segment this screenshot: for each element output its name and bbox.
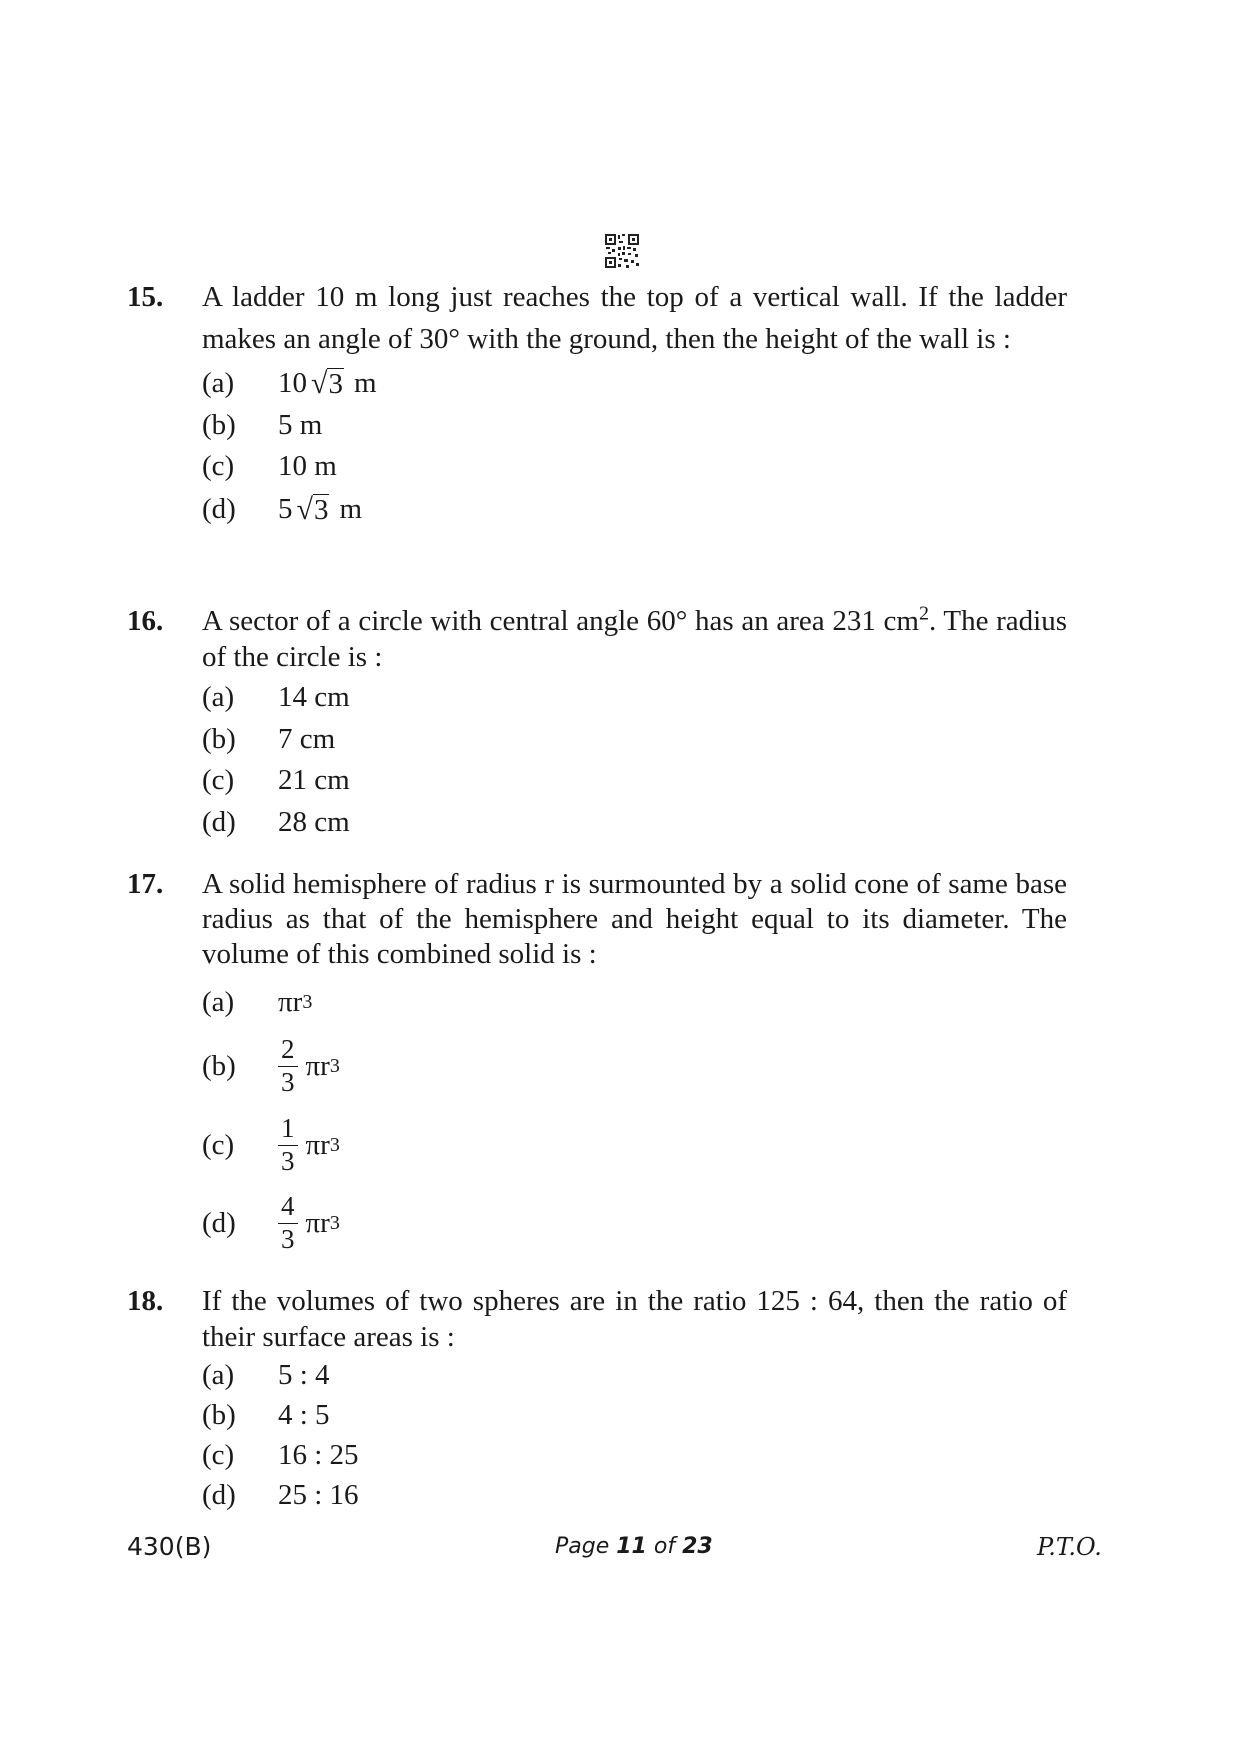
option-label: (b) bbox=[202, 409, 236, 441]
question-17 bbox=[127, 867, 1067, 1262]
numerator: 2 bbox=[278, 1035, 298, 1067]
expression: πr bbox=[305, 1128, 330, 1161]
option-value: 4 : 5 bbox=[278, 1398, 330, 1431]
question-18 bbox=[127, 1283, 1067, 1515]
question-text-main: A sector of a circle with central angle 60° has an area 231 cm bbox=[202, 605, 919, 637]
option-label: (c) bbox=[202, 764, 235, 796]
option-a bbox=[202, 362, 1067, 405]
option-b bbox=[202, 718, 1067, 760]
option-d bbox=[202, 1475, 1067, 1515]
option-d bbox=[202, 801, 1067, 843]
option-value: $\frac{1}{3}$ πr 3 bbox=[278, 1114, 340, 1176]
option-d bbox=[202, 487, 1067, 532]
option-value: $\frac{2}{3}$ πr 3 bbox=[278, 1035, 340, 1097]
question-text bbox=[202, 603, 1067, 675]
page-of: of bbox=[646, 1534, 683, 1559]
page-total: 23 bbox=[682, 1534, 713, 1559]
square-root: √ 3 bbox=[296, 493, 329, 527]
fraction bbox=[278, 1192, 298, 1254]
option-b bbox=[202, 405, 1067, 446]
question-number: 18. bbox=[127, 1285, 164, 1317]
option-label: (d) bbox=[202, 805, 236, 838]
option-label: (c) bbox=[202, 450, 235, 482]
question-number: 15. bbox=[127, 281, 164, 313]
option-value: $\frac{4}{3}$ πr 3 bbox=[278, 1192, 340, 1254]
superscript: 2 bbox=[918, 602, 929, 625]
option-a bbox=[202, 978, 1067, 1026]
sqrt-coefficient: 5 bbox=[278, 493, 293, 525]
page-number bbox=[555, 1534, 713, 1559]
radicand: 3 bbox=[313, 493, 329, 526]
option-c bbox=[202, 1106, 1067, 1184]
fraction bbox=[278, 1035, 298, 1097]
question-text: A ladder 10 m long just reaches the top of a vertical wall. If the ladder makes an angle of 30° with the ground, then the height of the wall is : bbox=[202, 281, 1067, 355]
denominator: 3 bbox=[281, 1145, 295, 1176]
question-number: 17. bbox=[127, 868, 164, 900]
numerator: 1 bbox=[278, 1114, 298, 1146]
option-value bbox=[278, 367, 377, 400]
sqrt-coefficient: 10 bbox=[278, 367, 307, 399]
option-label: (a) bbox=[202, 367, 235, 399]
expression: πr bbox=[305, 1206, 330, 1239]
question-16 bbox=[127, 603, 1067, 843]
option-label: (b) bbox=[202, 1049, 236, 1082]
option-label: (b) bbox=[202, 722, 236, 755]
question-text: If the volumes of two spheres are in the ratio 125 : 64, then the ratio of their surface areas is : bbox=[202, 1285, 1067, 1353]
option-value: 5 m bbox=[278, 409, 323, 441]
pto-mark: P.T.O. bbox=[1037, 1533, 1102, 1561]
unit: m bbox=[339, 493, 363, 525]
denominator: 3 bbox=[281, 1066, 295, 1097]
option-value: 16 : 25 bbox=[278, 1438, 359, 1471]
option-a bbox=[202, 677, 1067, 718]
fraction bbox=[278, 1114, 298, 1176]
option-d bbox=[202, 1184, 1067, 1262]
page-current: 11 bbox=[616, 1534, 647, 1559]
option-value bbox=[278, 493, 362, 526]
page-prefix: Page bbox=[555, 1534, 617, 1559]
option-c bbox=[202, 1435, 1067, 1475]
option-label: (b) bbox=[202, 1398, 236, 1431]
paper-code: 430(B) bbox=[127, 1532, 212, 1561]
question-text-end: . The radius of the circle is : bbox=[202, 605, 1068, 673]
option-label: (d) bbox=[202, 1478, 236, 1511]
option-value: 14 cm bbox=[278, 681, 350, 713]
option-label: (a) bbox=[202, 985, 235, 1018]
option-a bbox=[202, 1355, 1067, 1395]
option-b bbox=[202, 1395, 1067, 1435]
option-value: 7 cm bbox=[278, 722, 336, 755]
denominator: 3 bbox=[281, 1223, 295, 1254]
option-c bbox=[202, 760, 1067, 801]
option-value: πr 3 bbox=[278, 985, 313, 1018]
radicand: 3 bbox=[328, 367, 343, 400]
option-label: (a) bbox=[202, 681, 235, 713]
option-label: (c) bbox=[202, 1438, 235, 1471]
option-value: 21 cm bbox=[278, 764, 350, 796]
numerator: 4 bbox=[278, 1192, 298, 1224]
unit: m bbox=[353, 367, 377, 399]
option-label: (c) bbox=[202, 1128, 235, 1161]
option-b bbox=[202, 1026, 1067, 1106]
option-c bbox=[202, 446, 1067, 487]
option-value: 28 cm bbox=[278, 805, 350, 838]
question-15 bbox=[127, 276, 1067, 532]
expression: πr bbox=[278, 985, 303, 1018]
question-text: A solid hemisphere of radius r is surmounted by a solid cone of same base radius as that of the hemisphere and height equal to its diameter. The volume of this combined solid is : bbox=[202, 868, 1067, 970]
option-label: (a) bbox=[202, 1358, 235, 1391]
qr-code-icon bbox=[604, 233, 640, 269]
question-number: 16. bbox=[127, 605, 164, 637]
square-root: √ 3 bbox=[311, 367, 343, 401]
option-value: 10 m bbox=[278, 450, 337, 482]
expression: πr bbox=[305, 1049, 330, 1082]
option-value: 5 : 4 bbox=[278, 1358, 330, 1391]
option-label: (d) bbox=[202, 493, 236, 525]
option-label: (d) bbox=[202, 1206, 236, 1239]
option-value: 25 : 16 bbox=[278, 1478, 359, 1511]
